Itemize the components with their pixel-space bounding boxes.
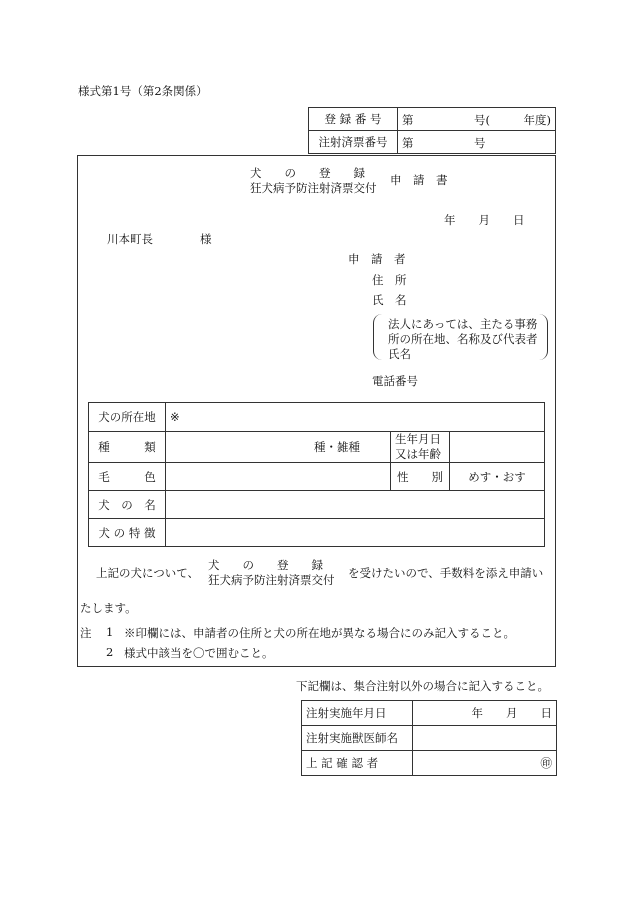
dog-details-table: [88, 402, 545, 547]
note-2-number: 2: [106, 645, 114, 659]
registration-number-suffix: 号(: [474, 113, 490, 127]
application-date[interactable]: 年 月 日: [444, 213, 525, 227]
bottom-note: 下記欄は、集合注射以外の場合に記入すること。: [296, 679, 549, 693]
veterinarian-name-label: 注射実施獣医師名: [302, 726, 413, 751]
ticket-number-label: 注射済票番号: [309, 131, 398, 154]
addressee-suffix: 様: [200, 232, 212, 246]
request-option-registration: 犬 の 登 録: [208, 558, 323, 572]
dog-name-label: 犬 の 名: [89, 491, 166, 519]
dog-birth-label-line-2: 又は年齢: [395, 447, 441, 461]
dog-color-label: 毛 色: [89, 463, 166, 491]
dog-sex-cell[interactable]: [450, 463, 545, 491]
seal-icon: ㊞: [540, 756, 552, 770]
request-continuation: たします。: [80, 601, 137, 615]
dog-breed-label: 種 類: [89, 432, 166, 463]
dog-features-label: 犬 の 特 徴: [89, 519, 166, 547]
dog-birth-label: [391, 432, 450, 463]
registration-fiscal-year: 年度): [523, 113, 551, 127]
ticket-number-prefix: 第: [402, 136, 414, 150]
vaccination-date-cell[interactable]: [413, 701, 557, 726]
notes-label: 注: [80, 626, 92, 640]
note-1-number: 1: [106, 625, 114, 639]
request-suffix: を受けたいので、手数料を添え申請い: [348, 566, 544, 580]
dog-birth-label-line-1: 生年月日: [395, 432, 441, 446]
dog-features-cell[interactable]: [166, 519, 545, 547]
registration-number-label: 登 録 番 号: [309, 108, 398, 131]
applicant-heading: 申 請 者: [348, 252, 406, 266]
applicant-address-label: 住 所: [372, 273, 407, 287]
confirmer-label: 上 記 確 認 者: [302, 751, 413, 776]
corporate-note-line-2: 所の所在地、名称及び代表者: [388, 332, 538, 346]
vaccination-record-table: [301, 700, 557, 776]
applicant-phone-label: 電話番号: [372, 374, 418, 388]
dog-name-cell[interactable]: [166, 491, 545, 519]
request-option-vaccination-ticket: 狂犬病予防注射済票交付: [208, 573, 335, 587]
confirmer-cell[interactable]: [413, 751, 557, 776]
registration-number-prefix: 第: [402, 113, 414, 127]
title-option-vaccination-ticket: 狂犬病予防注射済票交付: [250, 181, 377, 195]
dog-breed-cell[interactable]: [166, 432, 391, 463]
title-option-registration: 犬 の 登 録: [250, 166, 365, 180]
corporate-note-line-1: 法人にあっては、主たる事務: [388, 317, 538, 331]
corporate-note-line-3: 氏名: [388, 347, 411, 361]
registration-number-table: [308, 107, 556, 154]
vaccination-date-label: 注射実施年月日: [302, 701, 413, 726]
request-prefix: 上記の犬について、: [96, 566, 200, 580]
applicant-name-label: 氏 名: [372, 293, 407, 307]
dog-sex-label: 性 別: [391, 463, 450, 491]
note-2-text: 様式中該当を〇で囲むこと。: [124, 646, 274, 660]
dog-location-cell[interactable]: [166, 403, 545, 432]
dog-breed-value: 種・雑種: [314, 440, 360, 454]
veterinarian-name-cell[interactable]: [413, 726, 557, 751]
dog-birth-cell[interactable]: [450, 432, 545, 463]
ticket-number-cell[interactable]: [398, 131, 556, 154]
vaccination-date-value: 年 月 日: [471, 706, 552, 720]
note-1-text: ※印欄には、申請者の住所と犬の所在地が異なる場合にのみ記入すること。: [124, 626, 515, 640]
registration-number-cell[interactable]: [398, 108, 556, 131]
dog-sex-value: めす・おす: [468, 469, 526, 484]
dog-location-mark: ※: [170, 410, 180, 424]
form-id: 様式第1号（第2条関係）: [78, 84, 208, 98]
ticket-number-suffix: 号: [474, 136, 486, 150]
title-suffix: 申 請 書: [390, 173, 448, 187]
dog-color-cell[interactable]: [166, 463, 391, 491]
dog-location-label: 犬の所在地: [89, 403, 166, 432]
addressee: 川本町長: [107, 232, 153, 246]
